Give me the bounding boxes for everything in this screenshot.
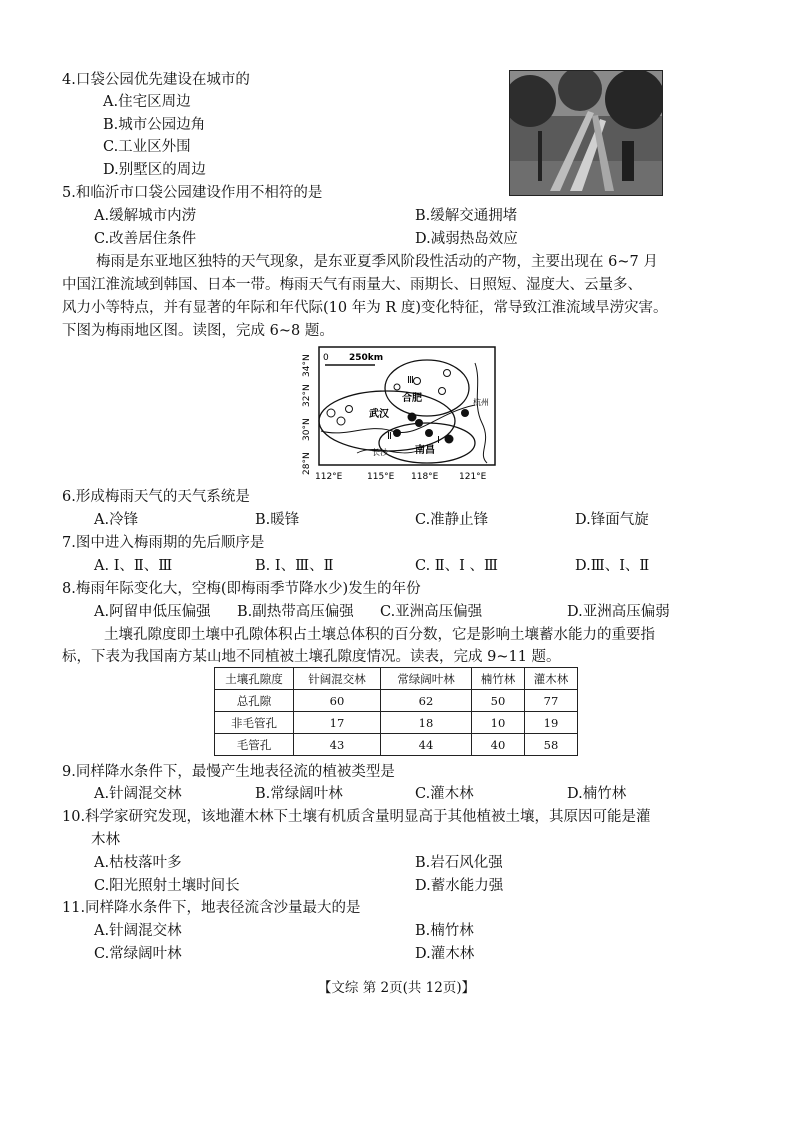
place-hangzhou: 杭州 bbox=[473, 398, 489, 407]
table-cell: 43 bbox=[294, 734, 381, 756]
table-cell: 40 bbox=[472, 734, 525, 756]
map-scale-label: 250km bbox=[349, 353, 384, 363]
q4-option-d: D.别墅区的周边 bbox=[103, 162, 206, 178]
zone-II: Ⅱ bbox=[387, 431, 392, 442]
q4-option-a: A.住宅区周边 bbox=[103, 94, 191, 110]
q8-option-d: D.亚洲高压偏弱 bbox=[567, 604, 670, 620]
lat-label-28: 28°N bbox=[302, 452, 312, 475]
table-header: 针阔混交林 bbox=[294, 668, 381, 690]
page-footer: 【文综 第 2页(共 12页)】 bbox=[317, 980, 476, 996]
table-header: 常绿阔叶林 bbox=[381, 668, 472, 690]
q11-stem: 11.同样降水条件下，地表径流含沙量最大的是 bbox=[62, 900, 361, 916]
table-cell: 77 bbox=[525, 690, 578, 712]
passage1-line4: 下图为梅雨地区图。读图，完成 6~8 题。 bbox=[62, 323, 334, 339]
lon-label-112: 112°E bbox=[315, 472, 343, 482]
passage2-line2: 标，下表为我国南方某山地不同植被土壤孔隙度情况。读表，完成 9~11 题。 bbox=[62, 649, 561, 665]
q4-option-c: C.工业区外围 bbox=[103, 139, 191, 155]
passage2-line1: 土壤孔隙度即土壤中孔隙体积占土壤总体积的百分数，它是影响土壤蓄水能力的重要指 bbox=[104, 627, 655, 643]
table-cell: 19 bbox=[525, 712, 578, 734]
q4-stem: 4.口袋公园优先建设在城市的 bbox=[62, 72, 250, 88]
passage1-line1: 梅雨是东亚地区独特的天气现象，是东亚夏季风阶段性活动的产物，主要出现在 6~7 月 bbox=[96, 254, 658, 270]
table-cell: 10 bbox=[472, 712, 525, 734]
q5-option-c: C.改善居住条件 bbox=[94, 231, 197, 247]
q8-stem: 8.梅雨年际变化大，空梅(即梅雨季节降水少)发生的年份 bbox=[62, 581, 421, 597]
q6-option-d: D.锋面气旋 bbox=[575, 512, 649, 528]
place-nanchang: 南昌 bbox=[415, 445, 435, 456]
q7-option-d: D.Ⅲ、Ⅰ、Ⅱ bbox=[575, 558, 650, 574]
q6-stem: 6.形成梅雨天气的天气系统是 bbox=[62, 489, 250, 505]
q5-option-a: A.缓解城市内涝 bbox=[94, 208, 197, 224]
q11-option-b: B.楠竹林 bbox=[415, 923, 474, 939]
q10-stem-line2: 木林 bbox=[91, 832, 120, 848]
table-cell: 总孔隙 bbox=[215, 690, 294, 712]
table-cell: 毛管孔 bbox=[215, 734, 294, 756]
table-row bbox=[215, 690, 578, 712]
place-changsha: 长沙 bbox=[372, 448, 388, 457]
table-cell: 58 bbox=[525, 734, 578, 756]
table-cell: 60 bbox=[294, 690, 381, 712]
zone-III: Ⅲ bbox=[407, 375, 414, 386]
q9-option-b: B.常绿阔叶林 bbox=[255, 786, 343, 802]
q7-option-b: B. Ⅰ、Ⅲ、Ⅱ bbox=[255, 558, 334, 574]
q9-option-d: D.楠竹林 bbox=[567, 786, 627, 802]
place-hefei: 合肥 bbox=[402, 393, 422, 404]
table-header: 楠竹林 bbox=[472, 668, 525, 690]
table-row bbox=[215, 734, 578, 756]
q10-option-d: D.蓄水能力强 bbox=[415, 878, 504, 894]
table-header: 土壤孔隙度 bbox=[215, 668, 294, 690]
q6-option-b: B.暖锋 bbox=[255, 512, 300, 528]
q5-stem: 5.和临沂市口袋公园建设作用不相符的是 bbox=[62, 185, 323, 201]
q7-stem: 7.图中进入梅雨期的先后顺序是 bbox=[62, 535, 265, 551]
passage1-line3: 风力小等特点，并有显著的年际和年代际(10 年为 R 度)变化特征，常导致江淮流域旱涝灾害。 bbox=[62, 300, 668, 316]
table-cell: 非毛管孔 bbox=[215, 712, 294, 734]
q8-option-a: A.阿留申低压偏强 bbox=[94, 604, 211, 620]
lat-label-34: 34°N bbox=[302, 354, 312, 377]
q11-option-a: A.针阔混交林 bbox=[94, 923, 182, 939]
pocket-park-photo bbox=[509, 70, 663, 196]
table-row bbox=[215, 712, 578, 734]
lon-label-121: 121°E bbox=[459, 472, 487, 482]
table-header: 灌木林 bbox=[525, 668, 578, 690]
q4-option-b: B.城市公园边角 bbox=[103, 117, 206, 133]
q7-option-c: C. Ⅱ、Ⅰ 、Ⅲ bbox=[415, 558, 498, 574]
place-wuhan: 武汉 bbox=[369, 409, 389, 420]
q10-option-c: C.阳光照射土壤时间长 bbox=[94, 878, 240, 894]
q11-option-d: D.灌木林 bbox=[415, 946, 475, 962]
lon-label-118: 118°E bbox=[411, 472, 439, 482]
q10-option-b: B.岩石风化强 bbox=[415, 855, 503, 871]
table-cell: 18 bbox=[381, 712, 472, 734]
q9-option-a: A.针阔混交林 bbox=[94, 786, 182, 802]
zone-I: Ⅰ bbox=[437, 435, 440, 446]
passage1-line2: 中国江淮流域到韩国、日本一带。梅雨天气有雨量大、雨期长、日照短、湿度大、云量多、 bbox=[62, 277, 642, 293]
table-cell: 62 bbox=[381, 690, 472, 712]
q8-option-c: C.亚洲高压偏强 bbox=[380, 604, 483, 620]
q6-option-c: C.准静止锋 bbox=[415, 512, 489, 528]
table-header-row bbox=[215, 668, 578, 690]
lon-label-115: 115°E bbox=[367, 472, 395, 482]
lat-label-30: 30°N bbox=[302, 418, 312, 441]
q5-option-d: D.减弱热岛效应 bbox=[415, 231, 518, 247]
map-scale-zero: 0 bbox=[323, 353, 329, 363]
q8-option-b: B.副热带高压偏强 bbox=[237, 604, 354, 620]
q6-option-a: A.冷锋 bbox=[94, 512, 139, 528]
table-cell: 50 bbox=[472, 690, 525, 712]
q5-option-b: B.缓解交通拥堵 bbox=[415, 208, 518, 224]
q9-option-c: C.灌木林 bbox=[415, 786, 474, 802]
meiyu-map bbox=[297, 343, 502, 483]
q7-option-a: A. Ⅰ、Ⅱ、Ⅲ bbox=[94, 558, 173, 574]
soil-porosity-table bbox=[214, 667, 578, 756]
q11-option-c: C.常绿阔叶林 bbox=[94, 946, 182, 962]
q10-option-a: A.枯枝落叶多 bbox=[94, 855, 182, 871]
lat-label-32: 32°N bbox=[302, 384, 312, 407]
q10-stem-line1: 10.科学家研究发现，该地灌木林下土壤有机质含量明显高于其他植被土壤，其原因可能是灌 bbox=[62, 809, 651, 825]
q9-stem: 9.同样降水条件下，最慢产生地表径流的植被类型是 bbox=[62, 764, 395, 780]
table-cell: 17 bbox=[294, 712, 381, 734]
table-cell: 44 bbox=[381, 734, 472, 756]
